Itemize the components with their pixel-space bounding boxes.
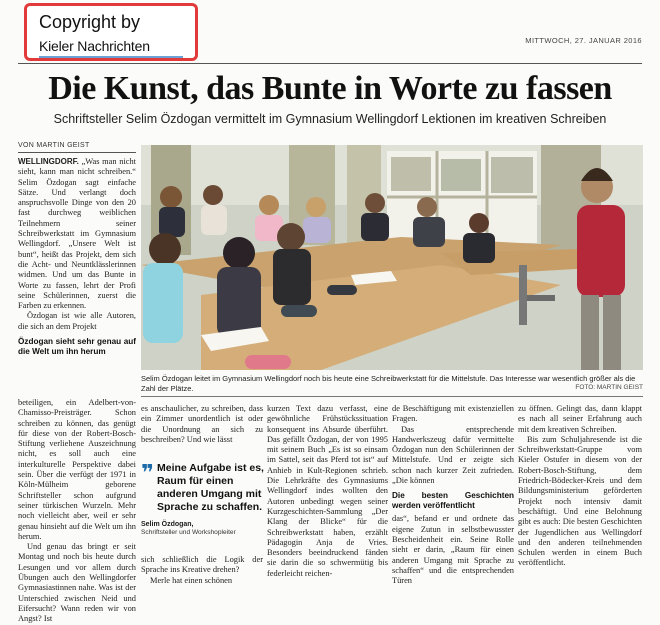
paragraph: das“, befand er und ordnete das eigene Zutun in selbstbewusster Bescheidenheit ein. Seine Rolle sieht er darin, „Raum für einen anderen Umgang mit Sprache zu schaffen“ und die entsprechenden Türen bbox=[392, 514, 514, 586]
byline-rule bbox=[18, 152, 136, 153]
paragraph: Özdogan ist wie alle Autoren, die sich an dem Projekt bbox=[18, 311, 136, 331]
paragraph: beteiligen, ein Adelbert-von-Chamisso-Preisträger. Schon schreiben zu können, das genügt für diese von der Robert-Bosch-Stiftung verliehene Auszeichnung nicht, es soll auch eine interkulturelle Perspektive dabei sein. Über die verfügt der 1971 in Köln-Mülheim geborene Schriftsteller schon aufgrund seiner türkischen Wurzeln. Mehr noch vielleicht aber, weil er sehr genau hinsieht auf die Welt um ihn herum. bbox=[18, 398, 136, 541]
article-photo bbox=[141, 145, 643, 370]
quote-author: Selim Özdogan, bbox=[141, 521, 194, 528]
subheadline: Schriftsteller Selim Özdogan vermittelt im Gymnasium Wellingdorf Lektionen im kreativen Schreiben bbox=[53, 112, 607, 126]
stamp-line-2: Kieler Nachrichten bbox=[39, 38, 150, 54]
byline: VON MARTIN GEIST bbox=[18, 142, 90, 149]
paragraph: de Beschäftigung mit existenziellen Fragen. bbox=[392, 404, 514, 424]
quote-text: Meine Aufgabe ist es, Raum für einen anderen Umgang mit Sprache zu schaffen. bbox=[157, 462, 264, 513]
column-4 bbox=[392, 404, 514, 586]
column-5 bbox=[518, 404, 642, 569]
paragraph: Und genau das bringt er seit Montag und noch bis heute durch Lesungen und vor allem durch Übungen auch den Wellingdorfer Gymnasiastinnen nahe. Was ist der Unterschied zwischen Neid und Eifersucht? Wann reden wir von Angst? Ist bbox=[18, 542, 136, 624]
stamp-underline bbox=[39, 56, 183, 58]
paragraph: „Was man nicht sieht, kann man nicht schreiben.“ Selim Özdogan sagt einfache Sätze. Und verlangt doch anspruchsvolle Dinge von den 20 fast durchweg weiblichen Teilnehmern seiner Schreibwerkstatt im Gymnasium Wellingdorf. „Unsere Welt ist bunt“, heißt das Projekt, dem sich die Acht- und Neuntklässlerinnen widmen. Und um das Bunte in Worte zu fassen, lehrt der Profi seine Schülerinnen, zuerst die Farben zu erkennen. bbox=[18, 157, 136, 311]
subheading: Özdogan sieht sehr genau auf die Welt um ihn herum bbox=[18, 337, 136, 357]
quote-role: Schriftsteller und Workshopleiter bbox=[141, 529, 236, 536]
copyright-stamp bbox=[24, 3, 198, 61]
column-3 bbox=[267, 404, 388, 579]
paragraph: Das entsprechende Handwerkszeug dafür vermittelte Özdogan nun den Schülerinnen der Mittelstufe. Und er zeigte sich schon nach kurzer Zeit zufrieden. „Die können bbox=[392, 424, 514, 486]
photo-credit: FOTO: MARTIN GEIST bbox=[575, 384, 643, 391]
dateline: MITTWOCH, 27. JANUAR 2016 bbox=[525, 36, 642, 45]
paragraph: Merle hat einen schönen bbox=[150, 575, 233, 585]
photo-caption: Selim Özdogan leitet im Gymnasium Wellingdorf noch bis heute eine Schreibwerkstatt für die Mittelstufe. Das Interesse war wesentlich größer als die Zahl der Plätze. bbox=[141, 374, 636, 393]
paragraph: es anschaulicher, zu schreiben, dass ein Zimmer unordentlich ist oder die Unordnung an sich zu beschreiben? Und wie lässt bbox=[141, 404, 263, 444]
caption-rule bbox=[141, 396, 643, 397]
column-2-top bbox=[141, 404, 263, 445]
column-1-bottom bbox=[18, 398, 136, 625]
dateline-city: WELLINGDORF. bbox=[18, 157, 79, 166]
column-2-bottom bbox=[141, 555, 263, 586]
stamp-line-1: Copyright by bbox=[39, 12, 141, 32]
column-1-top bbox=[18, 157, 136, 360]
headline: Die Kunst, das Bunte in Worte zu fassen bbox=[48, 70, 612, 107]
subheading: Die besten Geschichten werden veröffentlicht bbox=[392, 491, 514, 511]
paragraph: zu öffnen. Gelingt das, dann klappt es nach all seiner Erfahrung auch mit dem kreativen Schreiben. bbox=[518, 404, 642, 434]
paragraph: kurzen Text dazu verfasst, eine gewöhnliche Frühstückssituation konsequent ins Absurde überführt. Das gefällt Özdogan, der von 1995 mit seinem Buch „Es ist so einsam im Sattel, seit das Pferd tot ist“ auf Anhieb in Kult-Regionen schrieb. Die Lehrkräfte des Gymnasiums Wellingdorf indes wollten den Autoren unbedingt wegen seiner Kurzgeschichten-Sammlung „Der Klang der Blicke“ für die Schreibwerkstatt haben, erzählt Pädagogin Anja de Vries. Besonders beeindruckend fänden sie darin die so schwermütig bis federleicht reichen- bbox=[267, 404, 388, 578]
paragraph: sich schließlich die Logik der Sprache ins Kreative drehen? bbox=[141, 555, 263, 575]
paragraph: Bis zum Schuljahresende ist die Schreibwerkstatt-Gruppe vom Kieler Ostufer in diesem von der Robert-Bosch-Stiftung, dem Friedrich-Bödecker-Kreis und dem Bildungsministerium geförderten Projekt noch intensiv damit beschäftigt. Und eine Belohnung gibt es auch: Die besten Geschichten der Jugendlichen aus Wellingdorf und den anderen teilnehmenden Schulen werden in einem Buch veröffentlicht. bbox=[518, 434, 642, 568]
top-rule bbox=[18, 63, 642, 64]
quote-mark-icon: ❞ bbox=[141, 460, 154, 485]
